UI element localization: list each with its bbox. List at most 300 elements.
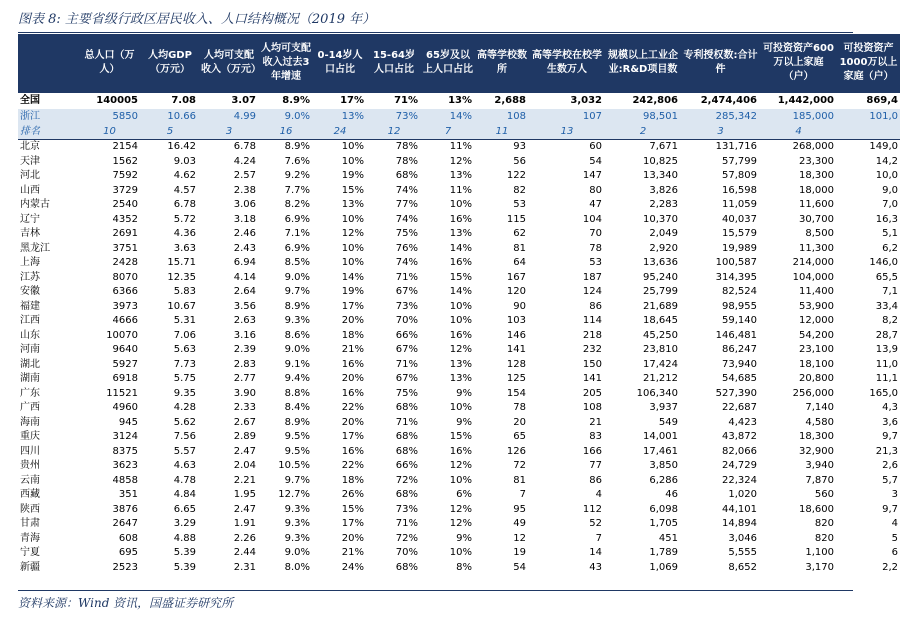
table-cell: 21,212 [643,373,678,385]
table-cell: 11,059 [722,199,757,211]
table-cell: 19% [341,286,364,298]
table-cell: 12% [449,518,472,530]
table-row [18,271,900,286]
table-cell: 4 [891,518,898,530]
table-cell: 7 [595,532,602,544]
table-cell: 10% [449,547,472,559]
table-cell: 2,474,406 [681,93,760,110]
region-name: 海南 [20,416,40,428]
table-cell: 14,894 [722,518,757,530]
table-cell: 24,729 [722,460,757,472]
table-cell: 11,1 [875,373,898,385]
column-header: 15-64岁人口占比 [367,34,421,93]
table-cell: 71% [395,416,418,428]
table-cell: 2,283 [649,199,678,211]
table-cell: 10% [341,155,364,167]
region-name: 上海 [20,257,40,269]
region-name: 宁夏 [20,547,40,559]
region-name: 陕西 [20,503,40,515]
table-cell: 71% [395,518,418,530]
column-header: 0-14岁人口占比 [313,34,367,93]
table-cell: 18,300 [799,170,834,182]
table-cell: 185,000 [760,109,837,124]
table-cell: 15% [341,503,364,515]
table-cell: 820 [814,518,834,530]
table-cell: 4.63 [173,460,196,472]
table-cell: 285,342 [681,109,760,124]
table-cell: 5.39 [173,561,196,573]
table-cell: 12 [367,124,421,140]
table-cell: 4 [595,489,602,501]
table-cell: 28,7 [875,329,898,341]
table-cell: 3.18 [233,213,256,225]
region-name: 甘肃 [20,518,40,530]
table-cell: 78% [395,155,418,167]
table-cell: 108 [475,109,529,124]
table-cell: 11,300 [799,242,834,254]
table-cell: 115 [506,213,526,225]
table-cell: 869,4 [837,93,900,110]
table-cell: 10 [78,124,141,140]
table-cell: 82,066 [722,445,757,457]
table-cell: 20% [341,315,364,327]
table-row [18,401,900,416]
table-cell: 3,826 [649,184,678,196]
table-cell: 46 [665,489,678,501]
table-cell: 451 [658,532,678,544]
table-cell: 16% [341,445,364,457]
region-name: 安徽 [20,286,40,298]
table-cell: 268,000 [792,141,834,153]
table-cell: 57,809 [722,170,757,182]
table-cell: 3729 [112,184,138,196]
table-cell: 9.3% [284,532,310,544]
table-cell: 9.2% [284,170,310,182]
table-cell: 13,636 [643,257,678,269]
table-cell: 16% [341,358,364,370]
table-cell: 17,461 [643,445,678,457]
table-cell: 3.90 [233,387,256,399]
table-cell: 23,300 [799,155,834,167]
table-row [18,517,900,532]
table-row [18,256,900,271]
column-header: 高等学校数所 [475,34,529,93]
table-cell: 93 [513,141,526,153]
table-cell: 4.28 [173,402,196,414]
table-cell: 40,037 [722,213,757,225]
header-row [18,34,900,93]
table-cell: 2,6 [882,460,898,472]
table-cell: 945 [118,416,138,428]
table-cell: 3,937 [649,402,678,414]
zhejiang-row [18,109,900,124]
table-cell: 4666 [112,315,138,327]
table-cell: 9.0% [284,271,310,283]
table-cell: 6366 [112,286,138,298]
table-cell: 8.5% [284,257,310,269]
table-cell: 2.57 [233,170,256,182]
table-cell: 3 [681,124,760,140]
table-cell: 6.94 [233,257,256,269]
table-cell: 2.83 [233,358,256,370]
table-cell: 12% [449,503,472,515]
table-cell: 19,989 [722,242,757,254]
table-cell: 1.95 [233,489,256,501]
province-table [18,34,900,575]
table-row [18,372,900,387]
table-cell: 54,685 [722,373,757,385]
region-name: 山西 [20,184,40,196]
table-cell: 7 [421,124,475,140]
table-cell: 112 [582,503,602,515]
table-cell: 4960 [112,402,138,414]
table-row [18,358,900,373]
table-cell: 6,098 [649,503,678,515]
table-cell: 242,806 [605,93,681,110]
table-cell: 21,689 [643,300,678,312]
region-name: 西藏 [20,489,40,501]
table-cell: 68% [395,402,418,414]
table-cell: 8070 [112,271,138,283]
table-cell: 10% [341,242,364,254]
table-cell: 19 [513,547,526,559]
table-cell: 13% [421,93,475,110]
column-header: 总人口（万人） [78,34,141,93]
table-cell: 12,000 [799,315,834,327]
table-cell: 44,101 [722,503,757,515]
table-cell: 146,481 [715,329,757,341]
table-cell: 73% [395,300,418,312]
table-cell: 6,286 [649,474,678,486]
table-cell: 2.46 [233,228,256,240]
column-header [18,34,78,93]
table-cell: 20% [341,373,364,385]
table-cell: 17,424 [643,358,678,370]
table-cell: 126 [506,445,526,457]
table-cell: 2.31 [233,561,256,573]
table-cell: 7,1 [882,286,898,298]
table-cell: 14% [449,286,472,298]
region-name: 青海 [20,532,40,544]
table-row [18,459,900,474]
table-cell: 7.08 [141,93,199,110]
table-row [18,198,900,213]
table-cell: 22% [341,460,364,472]
table-cell: 78 [513,402,526,414]
table-cell: 7,0 [882,199,898,211]
table-cell: 18% [341,474,364,486]
table-cell: 70% [395,315,418,327]
table-cell: 21 [589,416,602,428]
table-cell: 20,800 [799,373,834,385]
table-cell: 8,500 [805,228,834,240]
table-cell: 2428 [112,257,138,269]
table-cell: 54 [513,561,526,573]
table-cell: 10% [449,315,472,327]
table-cell: 8,2 [882,315,898,327]
table-row [18,387,900,402]
table-cell: 18,100 [799,358,834,370]
table-cell: 86 [589,300,602,312]
table-cell: 24 [313,124,367,140]
table-cell: 19% [341,170,364,182]
table-cell: 21% [341,344,364,356]
region-name: 湖南 [20,373,40,385]
table-cell: 3.07 [199,93,259,110]
table-cell: 107 [529,109,605,124]
column-header: 人均可支配收入（万元） [199,34,259,93]
table-cell: 20% [341,532,364,544]
table-cell: 7592 [112,170,138,182]
table-cell: 205 [582,387,602,399]
column-header: 规模以上工业企业:R&D项目数 [605,34,681,93]
table-row [18,184,900,199]
table-cell: 43,872 [722,431,757,443]
table-cell: 2.64 [233,286,256,298]
table-cell: 3.63 [173,242,196,254]
table-row [18,227,900,242]
table-cell: 2.44 [233,547,256,559]
table-cell: 13,340 [643,170,678,182]
table-cell: 2.63 [233,315,256,327]
table-cell: 10% [449,402,472,414]
table-cell: 18,600 [799,503,834,515]
table-cell: 67% [395,344,418,356]
table-cell: 74% [395,213,418,225]
table-cell: 4,3 [882,402,898,414]
table-cell: 149,0 [869,141,898,153]
table-cell: 5.62 [173,416,196,428]
table-cell: 53 [513,199,526,211]
table-cell: 9.3% [284,315,310,327]
table-cell: 141 [582,373,602,385]
table-cell: 2,2 [882,561,898,573]
table-cell: 3124 [112,431,138,443]
table-cell: 9.7% [284,286,310,298]
region-name: 广东 [20,387,40,399]
table-cell: 2.33 [233,402,256,414]
table-cell: 81 [513,242,526,254]
region-name: 排名 [18,124,78,140]
table-cell: 6 [891,547,898,559]
table-cell: 104 [582,213,602,225]
table-cell: 9.3% [284,518,310,530]
table-cell: 125 [506,373,526,385]
table-cell: 4.62 [173,170,196,182]
table-cell: 154 [506,387,526,399]
region-name: 江苏 [20,271,40,283]
table-cell: 4.84 [173,489,196,501]
table-cell: 9% [456,416,472,428]
table-cell: 6.78 [233,141,256,153]
table-cell: 17% [341,518,364,530]
table-cell: 8.4% [284,402,310,414]
table-cell: 18% [341,329,364,341]
table-cell: 2,920 [649,242,678,254]
table-cell: 14% [341,271,364,283]
table-cell: 23,100 [799,344,834,356]
table-cell: 527,390 [715,387,757,399]
table-row [18,343,900,358]
table-container [18,34,898,589]
table-cell: 16.42 [167,141,196,153]
table-cell: 146 [506,329,526,341]
table-cell: 67% [395,286,418,298]
table-cell: 22,324 [722,474,757,486]
table-cell: 128 [506,358,526,370]
table-cell: 17% [313,93,367,110]
column-header: 65岁及以上人口占比 [421,34,475,93]
table-cell: 13% [449,373,472,385]
table-cell: 11,400 [799,286,834,298]
table-cell: 30,700 [799,213,834,225]
table-cell: 4.14 [233,271,256,283]
table-cell: 3,940 [805,460,834,472]
table-cell: 3.16 [233,329,256,341]
table-cell: 10% [449,474,472,486]
table-cell: 10.66 [141,109,199,124]
table-cell: 5.39 [173,547,196,559]
table-cell: 6% [456,489,472,501]
table-row [18,546,900,561]
table-cell: 256,000 [792,387,834,399]
table-cell: 167 [506,271,526,283]
table-cell: 2.04 [233,460,256,472]
chart-title: 图表 8: 主要省级行政区居民收入、人口结构概况（2019 年） [18,12,376,27]
table-cell: 57,799 [722,155,757,167]
table-cell: 8% [456,561,472,573]
table-cell: 15% [449,271,472,283]
table-cell: 72% [395,474,418,486]
table-cell: 14 [589,547,602,559]
table-cell: 14% [421,109,475,124]
table-cell: 3 [891,489,898,501]
table-cell: 16% [341,387,364,399]
table-cell: 81 [513,474,526,486]
title-divider [18,32,853,33]
table-cell: 11% [449,141,472,153]
table-cell: 8.9% [284,300,310,312]
table-cell: 232 [582,344,602,356]
table-cell: 73% [395,503,418,515]
table-cell: 13% [449,358,472,370]
table-cell: 11% [449,184,472,196]
table-cell: 11,600 [799,199,834,211]
table-row [18,474,900,489]
table-cell: 3,032 [529,93,605,110]
table-cell: 9.0% [284,547,310,559]
table-cell: 11 [475,124,529,140]
table-cell: 103 [506,315,526,327]
table-cell: 1.91 [233,518,256,530]
table-cell: 141 [506,344,526,356]
table-cell: 66% [395,460,418,472]
table-cell: 98,955 [722,300,757,312]
region-name: 北京 [20,141,40,153]
table-cell: 8.2% [284,199,310,211]
table-cell: 2.43 [233,242,256,254]
table-cell: 3623 [112,460,138,472]
table-cell: 4,423 [728,416,757,428]
table-cell: 4 [760,124,837,140]
table-cell: 5 [891,532,898,544]
table-cell: 24% [341,561,364,573]
table-cell: 9.3% [284,503,310,515]
table-cell: 14,2 [875,155,898,167]
region-name: 湖北 [20,358,40,370]
table-cell: 16% [449,213,472,225]
table-cell: 12% [449,344,472,356]
region-name: 吉林 [20,228,40,240]
table-cell: 2.77 [233,373,256,385]
table-cell: 13,9 [875,344,898,356]
table-cell: 5.57 [173,445,196,457]
table-cell: 120 [506,286,526,298]
region-name: 河北 [20,170,40,182]
table-row [18,285,900,300]
region-name: 天津 [20,155,40,167]
table-cell: 71% [367,93,421,110]
table-cell: 9,7 [882,431,898,443]
table-cell: 25,799 [643,286,678,298]
table-cell: 7.06 [173,329,196,341]
table-cell: 16,3 [875,213,898,225]
table-cell: 10% [449,300,472,312]
column-header: 可投资资产600万以上家庭（户） [760,34,837,93]
table-cell: 74% [395,184,418,196]
table-cell: 218 [582,329,602,341]
table-cell: 549 [658,416,678,428]
table-cell: 68% [395,445,418,457]
table-cell: 10,825 [643,155,678,167]
region-name: 江西 [20,315,40,327]
table-cell: 7.6% [284,155,310,167]
table-cell: 68% [395,561,418,573]
table-cell: 8.0% [284,561,310,573]
table-row [18,329,900,344]
table-cell: 2540 [112,199,138,211]
table-cell: 77 [589,460,602,472]
table-cell: 6918 [112,373,138,385]
table-cell: 1,442,000 [760,93,837,110]
table-cell: 6.65 [173,503,196,515]
table-cell: 18,000 [799,184,834,196]
table-cell: 4.57 [173,184,196,196]
table-cell: 1,705 [649,518,678,530]
table-cell: 9,7 [882,503,898,515]
table-cell: 14% [449,242,472,254]
table-cell: 1,789 [649,547,678,559]
table-cell: 8.9% [284,141,310,153]
table-cell: 6.9% [284,242,310,254]
table-cell: 351 [118,489,138,501]
table-cell: 75% [395,387,418,399]
table-cell: 3,6 [882,416,898,428]
table-cell: 5.31 [173,315,196,327]
table-cell: 3.06 [233,199,256,211]
table-cell: 78 [589,242,602,254]
table-cell: 43 [589,561,602,573]
table-cell: 7,671 [649,141,678,153]
table-cell: 3751 [112,242,138,254]
table-cell: 4.88 [173,532,196,544]
table-cell: 3876 [112,503,138,515]
table-cell: 7.7% [284,184,310,196]
table-cell: 608 [118,532,138,544]
table-cell: 7.56 [173,431,196,443]
table-cell: 2,049 [649,228,678,240]
region-name: 四川 [20,445,40,457]
